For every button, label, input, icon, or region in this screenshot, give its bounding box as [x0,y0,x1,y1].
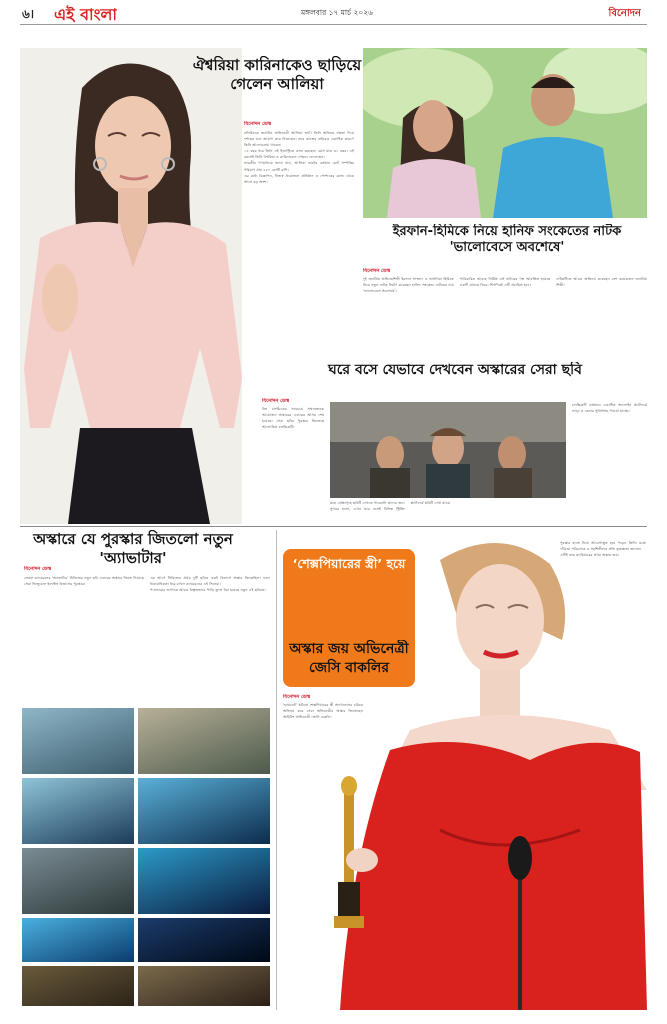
jessie-paragraph: এটিই তার ক্যারিয়ারের প্রথম অস্কার জয়। [560,553,620,558]
aish-paragraph: এর মধ্যে বিজ্ঞাপন, নিজস্ব প্রযোজনা প্রতিষ্ঠান ও পোশাকের ব্র্যান্ড থেকে আসে বড় অংশ। [244,173,354,184]
avatar-still [22,778,134,844]
oscar-body-middle [330,500,566,524]
avatar-still [138,966,270,1006]
avatar-body [24,575,270,703]
irfan-headline: ইরফান-হিমিকে নিয়ে হানিফ সংকেতের নাটক 'ভালোবেসে অবশেষে' [392,224,622,256]
aish-paragraph: ১৪ বছর ধরে তিনি এই ইন্ডাস্ট্রিতে কাজ করছেন। বয়স মাত্র ৩১ বছর। এই বয়সেই তিনি ঐশ্বরিয়া ও কারিনাকেও পেছনে ফেলেছেন। [244,149,354,160]
oscar-byline: বিনোদন ডেস্ক [262,398,290,404]
avatar-still [22,918,134,962]
irfan-himi-photo [363,48,647,218]
aish-headline: ঐশ্বরিয়া কারিনাকেও ছাড়িয়ে গেলেন আলিয়া [192,56,362,93]
avatar-byline: বিনোদন ডেস্ক [24,566,52,572]
newspaper-logo: এই বাংলা [54,5,118,24]
jessie-paragraph: ‘হ্যামনেট’ ছবিতে শেক্সপিয়ারের স্ত্রী অ্যাগনেসের চরিত্রে অভিনয় করে সেরা অভিনেত্রীর অস্কার জিতেছেন আইরিশ অভিনেত্রী জেসি বাকলি। [283,703,363,720]
avatar-still [22,708,134,774]
avatar-still [138,778,270,844]
oscar-paragraph: চলচ্চিত্রটি বর্তমানে একাধিক অনলাইন প্ল্যাটফর্মে ভাড়া ও কেনার সুবিধাসহ পাওয়া যাচ্ছে। [572,403,647,414]
avatar-still [22,966,134,1006]
section-divider [20,526,647,527]
aish-paragraph: ভারতীয় গণমাধ্যমে জানা যায়, আলিয়া ভাটের বর্তমান মোট সম্পত্তির পরিমাণ প্রায় ৫৫০ কোটি রুপি। [244,161,354,172]
masthead-rule [20,24,647,25]
irfan-byline: বিনোদন ডেস্ক [363,268,391,274]
jessie-body-left [283,702,363,1006]
avatar-headline: অস্কারে যে পুরস্কার জিতলো নতুন 'অ্যাভাটার' [33,530,233,567]
irfan-body [363,276,647,352]
jessie-byline: বিনোদন ডেস্ক [283,694,311,700]
aish-paragraph: বলিউডের জনপ্রিয় অভিনেত্রী আলিয়া ভাট। তিনি অভিনয় দক্ষতা দিয়ে দর্শকের মনে জায়গা করে নিয়েছেন। তবে কাজের বাইরেও একাধিক কারণে তিনি আলোচনায় থাকেন। [244,131,354,148]
page-number: ৬। [22,7,35,21]
issue-date: মঙ্গলবার ১৭ মার্চ ২০২৬ [301,8,373,17]
irfan-paragraph: পারিবারিক আবহে নির্মিত এই নাটকের গল্প আবর্তিত হয়েছে একটি গ্রামকে ঘিরে। শিগগিরই এটি প্রচারিত হবে। [459,277,551,288]
oscar-paragraph: যারা প্রেক্ষাগৃহে ছবিটি দেখতে পারেননি তাদের জন্য সুখবর হলো, এখন ঘরে বসেই বিভিন্ন স্ট্রিমিং প্ল্যাটফর্মে ছবিটি দেখা যাবে। [330,501,451,512]
alia-bhatt-photo [20,48,242,524]
jessie-body-right [560,540,646,690]
oscar-paragraph: বিশ্ব চলচ্চিত্রের সবচেয়ে সম্মানজনক আয়োজন অস্কারের এবারের আসর শেষ হয়েছে। সেরা ছবির পুরস্কার জিতেছে আলোচিত চলচ্চিত্রটি। [262,407,324,430]
oscar-headline: ঘরে বসে যেভাবে দেখবেন অস্কারের সেরা ছবি [328,362,582,378]
avatar-stills-grid [22,708,270,1006]
avatar-still [138,918,270,962]
section-name: বিনোদন [608,8,641,19]
oscar-body-left [262,406,324,524]
irfan-paragraph: দুই জনপ্রিয় অভিনয়শিল্পী ইরফান সাজ্জাদ ও তাসনিয়া হিমিকে নিয়ে নতুন নাটক নির্মাণ করেছেন হানিফ সংকেত। নাটকের নাম ‘ভালোবেসে অবশেষে’। [363,277,454,294]
avatar-paragraph: জেমস ক্যামেরনের ‘অ্যাভাটার’ সিরিজের নতুন ছবি এবারের অস্কারে জিতে নিয়েছে সেরা ভিজ্যুয়াল ইফেক্টস বিভাগের পুরস্কার। [24,576,144,587]
avatar-still [138,708,270,774]
column-divider [276,530,277,1010]
aish-byline: বিনোদন ডেস্ক [244,121,272,127]
avatar-paragraph: এর আগে সিরিজের প্রথম দুটি ছবিও একই বিভাগে অস্কার জিতেছিল। ফলে ধারাবাহিকতা ধরে রাখল ক্যামেরনের এই সিনেমা। [150,576,270,587]
jessie-headline: অস্কার জয় অভিনেত্রী জেসি বাকলির [289,641,409,676]
oscar-best-picture-still [330,402,566,498]
oscar-body-right [572,402,647,524]
avatar-paragraph: প্যান্ডোরার জগৎকে আরও বিস্তৃতভাবে পর্দায় তুলে ধরা হয়েছে নতুন এই ছবিতে। [150,588,266,593]
avatar-still [22,848,134,914]
irfan-paragraph: নাটকটিতে আরও অভিনয় করেছেন বেশ কয়েকজন জনপ্রিয় শিল্পী। [556,277,647,288]
jessie-paragraph: পুরস্কার হাতে নিয়ে আবেগাপ্লুত হয়ে পড়েন তিনি। মঞ্চে দাঁড়িয়ে পরিচালক ও সহশিল্পীদের প্রতি কৃতজ্ঞতা জানান। [560,541,646,552]
avatar-still [138,848,270,914]
jessie-kicker: ‘শেক্সপিয়ারের স্ত্রী’ হয়ে [292,556,406,571]
